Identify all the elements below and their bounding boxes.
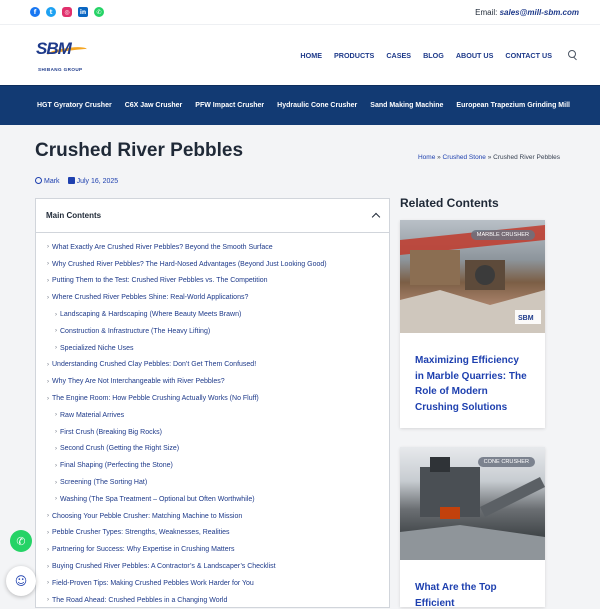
toc-item[interactable] [36, 357, 389, 374]
chevron-right-icon: › [55, 429, 57, 436]
card-image[interactable] [400, 447, 545, 560]
contact-email [475, 8, 579, 17]
page-header [35, 140, 565, 185]
breadcrumb-category[interactable]: Crushed Stone [442, 154, 486, 161]
product-link[interactable]: PFW Impact Crusher [195, 102, 265, 109]
toc-item[interactable] [36, 592, 389, 609]
chevron-right-icon: › [47, 294, 49, 301]
post-date: July 16, 2025 [76, 178, 119, 185]
card-title[interactable]: Maximizing Efficiency in Marble Quarries: The Role of Modern Crushing Solutions [415, 355, 527, 413]
toc-item[interactable] [36, 407, 389, 424]
chevron-right-icon: › [47, 361, 49, 368]
product-link[interactable]: HGT Gyratory Crusher [37, 102, 112, 109]
whatsapp-icon[interactable]: ✆ [94, 7, 104, 17]
svg-text:SBM: SBM [518, 315, 534, 322]
nav-cases[interactable]: CASES [386, 50, 412, 60]
product-link[interactable]: C6X Jaw Crusher [124, 102, 183, 109]
toc-item[interactable] [36, 508, 389, 525]
toc-item-label: Why They Are Not Interchangeable with River Pebbles? [52, 378, 225, 386]
product-link[interactable]: Hydraulic Cone Crusher [277, 102, 358, 109]
post-meta [35, 177, 118, 185]
chevron-right-icon: › [55, 445, 57, 452]
nav-products[interactable]: PRODUCTS [333, 50, 375, 60]
chevron-right-icon: › [55, 496, 57, 503]
toc-item[interactable] [36, 575, 389, 592]
toc-item[interactable] [36, 474, 389, 491]
breadcrumb [418, 154, 560, 161]
toc-item-label: Understanding Crushed Clay Pebbles: Don’t Get Them Confused! [52, 361, 257, 369]
toc-item[interactable] [36, 239, 389, 256]
breadcrumb-current: Crushed River Pebbles [493, 154, 560, 161]
toc-item-label: First Crush (Breaking Big Rocks) [60, 428, 162, 436]
toc-title: Main Contents [46, 211, 102, 220]
chevron-right-icon: › [55, 345, 57, 352]
nav-about-us[interactable]: ABOUT US [455, 50, 494, 60]
breadcrumb-separator: » [435, 154, 443, 161]
breadcrumb-home[interactable]: Home [417, 154, 436, 161]
breadcrumb-separator: » [485, 154, 494, 161]
chevron-up-icon[interactable] [372, 213, 380, 221]
search-icon[interactable] [568, 50, 578, 60]
toc-item[interactable] [36, 306, 389, 323]
toc-item-label: Choosing Your Pebble Crusher: Matching Machine to Mission [52, 512, 243, 520]
toc-item-label: The Engine Room: How Pebble Crushing Actually Works (No Fluff) [52, 395, 259, 403]
toc-item-label: Where Crushed River Pebbles Shine: Real-World Applications? [52, 294, 249, 302]
toc-item[interactable] [36, 340, 389, 357]
card-image[interactable] [400, 220, 545, 333]
product-link[interactable]: European Trapezium Grinding Mill [456, 102, 570, 109]
logo-subtitle: SHIBANG GROUP [38, 66, 83, 72]
toc-item[interactable] [36, 558, 389, 575]
toc-item-label: Second Crush (Getting the Right Size) [60, 445, 180, 453]
whatsapp-icon: ✆ [16, 534, 26, 548]
chevron-right-icon: › [47, 513, 49, 520]
chevron-right-icon: › [47, 580, 49, 587]
user-icon [35, 177, 42, 184]
email-link[interactable]: sales@mill-sbm.com [499, 7, 579, 17]
toc-item-label: Partnering for Success: Why Expertise in Crushing Matters [52, 546, 235, 554]
toc-item[interactable] [36, 541, 389, 558]
card-badge[interactable]: MARBLE CRUSHER [471, 230, 535, 240]
toc-item-label: Putting Them to the Test: Crushed River Pebbles vs. The Competition [52, 277, 268, 285]
toc-item[interactable] [36, 390, 389, 407]
chevron-right-icon: › [47, 529, 49, 536]
logo-mark: SBM [36, 38, 71, 58]
toc-item[interactable] [36, 289, 389, 306]
site-header [0, 25, 600, 85]
chevron-right-icon: › [55, 462, 57, 469]
site-logo[interactable] [34, 39, 90, 72]
product-link[interactable]: Sand Making Machine [370, 102, 444, 109]
toc-item-label: Raw Material Arrives [60, 411, 125, 419]
toc-item-label: What Exactly Are Crushed River Pebbles? Beyond the Smooth Surface [52, 243, 273, 251]
chevron-right-icon: › [47, 261, 49, 268]
author-link[interactable] [35, 177, 60, 185]
toc-item-label: Construction & Infrastructure (The Heavy Lifting) [60, 327, 211, 335]
chevron-right-icon: › [47, 597, 49, 604]
card-title[interactable]: What Are the Top Efficient [415, 582, 497, 607]
toc-item-label: Landscaping & Hardscaping (Where Beauty Meets Brawn) [60, 311, 242, 319]
facebook-icon[interactable]: f [30, 7, 40, 17]
toc-item-label: Final Shaping (Perfecting the Stone) [60, 462, 173, 470]
product-bar [0, 85, 600, 125]
toc-item-label: Why Crushed River Pebbles? The Hard-Nosed Advantages (Beyond Just Looking Good) [52, 260, 327, 268]
email-label: Email: [475, 7, 498, 17]
page-title: Crushed River Pebbles [35, 140, 244, 161]
toc-item-label: Screening (The Sorting Hat) [60, 479, 148, 487]
toc-item-label: The Road Ahead: Crushed Pebbles in a Changing World [52, 596, 228, 604]
toc-item[interactable] [36, 491, 389, 508]
social-links [30, 7, 104, 17]
author-name: Mark [44, 178, 60, 185]
instagram-icon[interactable]: ◎ [62, 7, 72, 17]
toc-item[interactable] [36, 273, 389, 290]
chevron-right-icon: › [47, 277, 49, 284]
chevron-right-icon: › [55, 328, 57, 335]
toc-item-label: Pebble Crusher Types: Strengths, Weaknesses, Realities [52, 529, 230, 537]
toc-item[interactable] [36, 457, 389, 474]
nav-home[interactable]: HOME [300, 50, 322, 60]
twitter-icon[interactable]: t [46, 7, 56, 17]
related-card[interactable] [400, 447, 545, 607]
live-chat-button[interactable] [6, 566, 36, 596]
chevron-right-icon: › [47, 395, 49, 402]
chevron-right-icon: › [47, 546, 49, 553]
top-bar [0, 0, 600, 25]
related-card[interactable] [400, 220, 545, 428]
toc-item[interactable] [36, 441, 389, 458]
chevron-right-icon: › [55, 479, 57, 486]
date-link[interactable] [68, 177, 119, 185]
linkedin-icon[interactable]: in [79, 8, 87, 16]
toc-item[interactable] [36, 424, 389, 441]
toc-item-label: Buying Crushed River Pebbles: A Contractor’s & Landscaper’s Checklist [52, 563, 276, 571]
toc-list [36, 233, 389, 609]
toc-item[interactable] [36, 323, 389, 340]
main-nav [300, 50, 578, 60]
toc-item[interactable] [36, 525, 389, 542]
toc-item-label: Specialized Niche Uses [60, 344, 134, 352]
chevron-right-icon: › [55, 311, 57, 318]
chevron-right-icon: › [55, 412, 57, 419]
toc-item[interactable] [36, 373, 389, 390]
table-of-contents [35, 198, 390, 608]
calendar-icon [68, 177, 75, 184]
toc-item-label: Field-Proven Tips: Making Crushed Pebbles Work Harder for You [52, 579, 254, 587]
toc-header[interactable] [36, 199, 389, 233]
related-title: Related Contents [400, 196, 499, 210]
nav-contact-us[interactable]: CONTACT US [505, 50, 552, 60]
card-badge[interactable]: CONE CRUSHER [478, 457, 535, 467]
chevron-right-icon: › [47, 378, 49, 385]
chat-icon: ☺ [14, 574, 28, 588]
nav-blog[interactable]: BLOG [423, 50, 444, 60]
toc-item[interactable] [36, 256, 389, 273]
whatsapp-chat-button[interactable] [10, 530, 32, 552]
chevron-right-icon: › [47, 244, 49, 251]
chevron-right-icon: › [47, 563, 49, 570]
toc-item-label: Washing (The Spa Treatment – Optional but Often Worthwhile) [60, 495, 255, 503]
